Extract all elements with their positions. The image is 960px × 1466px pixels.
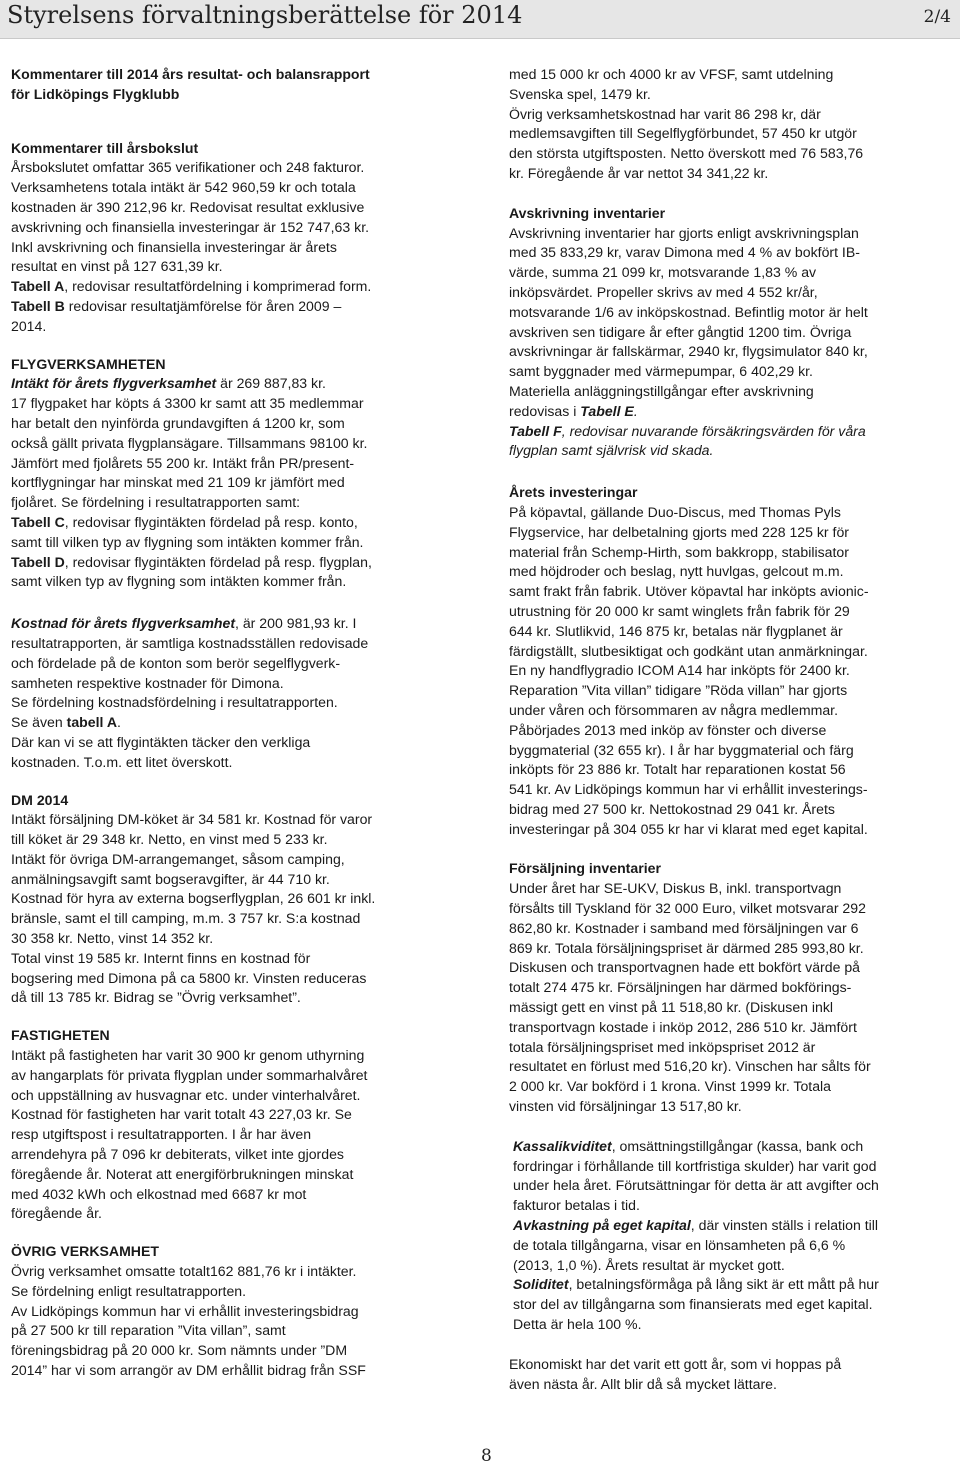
fastighet-section (11, 1026, 463, 1224)
text-line: Detta är hela 100 %. (513, 1316, 642, 1333)
text-line: kostnaden. T.o.m. ett litet överskott. (11, 753, 233, 770)
emphasis: Kassalikviditet (513, 1137, 612, 1154)
text-line: stor del av tillgångarna som finansierats med eget kapital. (513, 1296, 873, 1313)
text-line: resp utgiftspost i resultatrapporten. I år har även (11, 1126, 312, 1143)
text-line: under våren och försommaren av några medlemmar. (509, 701, 839, 718)
text-line: bidrag med 27 500 kr. Nettokostnad 29 041 kr. Årets (509, 800, 835, 817)
text-line: Avskrivning inventarier har gjorts enligt avskrivningsplan (509, 224, 859, 241)
text-line: 869 kr. Totala försäljningspriset är därmed 285 993,80 kr. (509, 939, 864, 956)
text-line: flygplan samt självrisk vid skada. (509, 442, 714, 459)
text-line: transportvagn kostade i inköp 2012, 286 510 kr. Jämfört (509, 1018, 857, 1035)
text-line: anmälningsavgift samt bogseravgifter, är 44 710 kr. (11, 870, 330, 887)
text-line: är 269 887,83 kr. (216, 375, 326, 392)
text-line: avskrivning och finansiella investeringar är 152 747,63 kr. (11, 218, 370, 235)
text-line: 2014. (11, 317, 47, 334)
text-line: föregående år. Noterat att energiförbrukningen minskat (11, 1165, 354, 1182)
ovrig-section (11, 1242, 463, 1381)
text-line: 644 kr. Slutlikvid, 146 875 kr, betalas när flygplanet är (509, 622, 843, 639)
text-line: Total vinst 19 585 kr. Internt finns en kostnad för (11, 949, 311, 966)
text-line: fakturor betalas i tid. (513, 1197, 640, 1214)
left-column (11, 65, 463, 1397)
table-ref: Tabell E (580, 402, 634, 419)
table-ref: Tabell B (11, 297, 65, 314)
text-line: avskrivningar är fallskärmar, 2940 kr, flygsimulator 840 kr, (509, 343, 868, 360)
intro-heading (11, 65, 463, 105)
text-line: de totala tillgångarna, visar en lönsamheten på 6,6 % (513, 1236, 846, 1253)
emphasis: Avkastning på eget kapital (513, 1217, 691, 1234)
text-line: bränsle, samt el till camping, m.m. 3 757 kr. S:a kostnad (11, 910, 361, 927)
text-line: , där vinsten ställs i relation till (690, 1217, 879, 1234)
text-line: med 35 833,29 kr, varav Dimona med 4 % av bokfört IB- (509, 244, 860, 261)
text-line: En ny handflygradio ICOM A14 har inköpts för 2400 kr. (509, 662, 850, 679)
text-line: av hangarplats för privata flygplan under sommarhalvåret (11, 1066, 368, 1083)
text-line: också gällt privata flygplansägare. Tillsammans 98100 kr. (11, 434, 368, 451)
table-ref: tabell A (66, 714, 118, 731)
table-ref: Tabell A (11, 278, 65, 295)
text-line: 17 flygpaket har köpts á 3300 kr samt att 35 medlemmar (11, 395, 364, 412)
text-line: Övrig verksamhet omsatte totalt162 881,76 kr i intäkter. (11, 1263, 357, 1280)
text-line: Materiella anläggningstillgångar efter avskrivning (509, 382, 814, 399)
text-line: byggmaterial (32 655 kr). I år har byggmaterial och färg (509, 741, 854, 758)
text-line: 541 kr. Av Lidköpings kommun har vi erhållit investerings- (509, 781, 868, 798)
text-line: Se fördelning kostnadsfördelning i resultatrapporten. (11, 694, 338, 711)
table-ref: Tabell F (509, 422, 562, 439)
text-line: Se fördelning enligt resultatrapporten. (11, 1282, 247, 1299)
document-title: Styrelsens förvaltningsberättelse för 2014 (7, 1, 523, 29)
text-line: , redovisar flygintäkten fördelad på resp. flygplan, (64, 553, 372, 570)
text-line: Svenska spel, 1479 kr. (509, 85, 651, 102)
text-line: Av Lidköpings kommun har vi erhållit investeringsbidrag (11, 1302, 359, 1319)
text-line: (2013, 1,0 %). Årets resultat är mycket gott. (513, 1256, 785, 1273)
text-line: under hela året. Förutsättningar för detta är att avgifter och (513, 1177, 879, 1194)
text-line: samt frakt från fabrik. Utöver köpavtal har inköpts avionic- (509, 583, 869, 600)
text-line: samheten respektive kostnader för Dimona. (11, 674, 284, 691)
emphasis: Soliditet (513, 1276, 569, 1293)
text-line: Ekonomiskt har det varit ett gott år, som vi hoppas på (509, 1355, 842, 1372)
text-line: redovisar resultatjämförelse för åren 2009 – (64, 297, 342, 314)
text-line: investeringar på 304 055 kr har vi klarat med eget kapital. (509, 820, 868, 837)
text-line: resultatrapporten, är samtliga kostnadsställen redovisade (11, 634, 369, 651)
text-line: den största utgiftsposten. Netto överskott med 76 583,76 (509, 145, 864, 162)
text-line: då till 13 785 kr. Bidrag se ”Övrig verksamhet”. (11, 989, 301, 1006)
text-line: med höjdroder och beslag, nytt huvlgas, gelcout m.m. (509, 563, 844, 580)
text-line: 2014” har vi som arrangör av DM erhållit bidrag från SSF (11, 1362, 366, 1379)
text-line: Påbörjades 2013 med inköp av fönster och diverse (509, 721, 827, 738)
nyckeltal-section (509, 1137, 949, 1335)
bokslut-section (11, 139, 463, 337)
table-ref: Tabell C (11, 513, 65, 530)
flyg-section (11, 355, 463, 593)
text-line: Övrig verksamhetskostnad har varit 86 298 kr, där (509, 105, 821, 122)
text-line: totala försäljningspriset med inköpspriset 2012 är (509, 1038, 816, 1055)
text-line: försålts till Tyskland för 32 000 Euro, vilket motsvarar 292 (509, 900, 866, 917)
text-line: kortflygningar har minskat med 21 109 kr jämfört med (11, 474, 345, 491)
text-line: mässigt gett en vinst på 11 518,80 kr. (Diskusen inkl (509, 999, 834, 1016)
text-line: arrendehyra på 7 096 kr debiterats, vilket inte gjordes (11, 1146, 344, 1163)
text-line: Verksamhetens totala intäkt är 542 960,59 kr och totala (11, 179, 356, 196)
section-heading: Avskrivning inventarier (509, 204, 666, 221)
text-line: resultatet en förlust med 516,20 kr). Vinschen har sålts för (509, 1058, 871, 1075)
section-heading: ÖVRIG VERKSAMHET (11, 1243, 159, 1260)
text-line: Jämfört med fjolårets 55 200 kr. Intäkt från PR/present- (11, 454, 355, 471)
text-line: med 4032 kWh och elkostnad med 6687 kr mot (11, 1185, 307, 1202)
avskrivning-section (509, 204, 949, 461)
summary-section (509, 1355, 949, 1395)
table-ref: Tabell D (11, 553, 65, 570)
text-line: och fördelade på de konton som berör segelflygverk- (11, 654, 341, 671)
text-line: . (633, 402, 638, 419)
text-line: till köket är 29 348 kr. Netto, en vinst med 5 233 kr. (11, 831, 328, 848)
emphasis: Intäkt för årets flygverksamhet (11, 375, 217, 392)
text-line: Där kan vi se att flygintäkten täcker den verkliga (11, 733, 311, 750)
ovrig-continued (509, 65, 949, 184)
text-line: Inkl avskrivning och finansiella investeringar är årets (11, 238, 337, 255)
section-heading: Försäljning inventarier (509, 860, 661, 877)
text-line: har betalt den nyinförda grundavgiften á 1200 kr, som (11, 414, 345, 431)
text-line: kostnaden är 390 212,96 kr. Redovisat resultat exklusive (11, 198, 365, 215)
investeringar-section (509, 483, 949, 839)
text-line: samt byggnader med värmepumpar, 6 402,29 kr. (509, 363, 813, 380)
text-line: Årsbokslutet omfattar 365 verifikationer och 248 fakturor. (11, 159, 365, 176)
text-line: Kostnad för hyra av externa bogserflygplan, 26 601 kr inkl. (11, 890, 376, 907)
text-line: samt till vilken typ av flygning som intäkten kommer från. (11, 533, 364, 550)
text-line: , redovisar nuvarande försäkringsvärden för våra (561, 422, 866, 439)
text-line: Under året har SE-UKV, Diskus B, inkl. transportvagn (509, 880, 842, 897)
page-header (0, 0, 960, 39)
text-line: Kostnad för fastigheten har varit totalt 43 227,03 kr. Se (11, 1106, 352, 1123)
text-line: inköpts för 23 886 kr. Totalt har reparationen kostat 56 (509, 761, 846, 778)
text-line: samt vilken typ av flygning som intäkten kommer från. (11, 573, 347, 590)
text-line: föregående år. (11, 1205, 102, 1222)
section-heading: DM 2014 (11, 791, 69, 808)
intro-heading-line: för Lidköpings Flygklubb (11, 85, 180, 102)
text-line: Diskusen och transportvagnen hade ett bokfört värde på (509, 959, 860, 976)
text-line: med 15 000 kr och 4000 kr av VFSF, samt utdelning (509, 66, 834, 82)
text-line: , är 200 981,93 kr. I (235, 615, 357, 632)
text-line: motsvarande 1/6 av inköpskostnad. Befintlig motor är helt (509, 303, 868, 320)
text-line: föreningsbidrag på 20 000 kr. Som nämnts under ”DM (11, 1342, 348, 1359)
text-line: , betalningsförmåga på lång sikt är ett mått på hur (568, 1276, 879, 1293)
text-line: , redovisar resultatfördelning i komprimerad form. (64, 278, 372, 295)
section-heading: Årets investeringar (509, 484, 638, 501)
text-line: även nästa år. Allt blir då så mycket lättare. (509, 1375, 777, 1392)
page-indicator: 2/4 (923, 7, 951, 27)
text-line: På köpavtal, gällande Duo-Discus, med Thomas Pyls (509, 503, 841, 520)
text-line: kr. Föregående år var nettot 34 341,22 kr. (509, 164, 769, 181)
intro-heading-line: Kommentarer till 2014 års resultat- och balansrapport (11, 66, 370, 82)
text-line: resultat en vinst på 127 631,39 kr. (11, 258, 223, 275)
section-heading: Kommentarer till årsbokslut (11, 139, 199, 156)
text-line: fjolåret. Se fördelning i resultatrapporten samt: (11, 494, 301, 511)
text-line: utrustning för 20 000 kr samt winglets från fabrik för 29 (509, 602, 850, 619)
text-line: 2 000 kr. Var bokförd i 1 krona. Vinst 1999 kr. Totala (509, 1078, 832, 1095)
text-line: värde, summa 21 099 kr, motsvarande 1,83 % av (509, 264, 817, 281)
text-line: material från Schemp-Hirth, som bakkropp, stabilisator (509, 543, 849, 560)
text-line: Intäkt för övriga DM-arrangemanget, såsom camping, (11, 850, 345, 867)
text-line: totalt 274 475 kr. Försäljningen har därmed bokförings- (509, 979, 852, 996)
text-line: , redovisar flygintäkten fördelad på resp. konto, (64, 513, 358, 530)
section-heading: FASTIGHETEN (11, 1027, 110, 1044)
text-line: bogsering med Dimona på ca 5800 kr. Vinsten reduceras (11, 969, 367, 986)
text-line: färdigställt, slutbesiktigat och godkänt utan anmärkningar. (509, 642, 868, 659)
section-heading: FLYGVERKSAMHETEN (11, 355, 166, 372)
text-line: vinsten vid försäljningar 13 517,80 kr. (509, 1098, 742, 1115)
text-line: Intäkt försäljning DM-köket är 34 581 kr. Kostnad för varor (11, 811, 373, 828)
text-line: Intäkt på fastigheten har varit 30 900 kr genom uthyrning (11, 1047, 365, 1064)
text-line: 862,80 kr. Kostnader i samband med försäljningen var 6 (509, 919, 859, 936)
text-line: på 27 500 kr till reparation ”Vita villan”, samt (11, 1322, 286, 1339)
text-line: Se även (11, 714, 67, 731)
text-line: redovisas i (509, 402, 581, 419)
right-column (509, 65, 949, 1410)
text-line: avskriven sen tidigare år efter gångtid 1200 tim. Övriga (509, 323, 852, 340)
kostnad-section (11, 614, 463, 772)
text-line: . (117, 714, 121, 731)
forsaljning-section (509, 859, 949, 1116)
text-line: Flygservice, har delbetalning gjorts med 228 125 kr för (509, 523, 849, 540)
page-number: 8 (481, 1446, 492, 1466)
text-line: medlemsavgiften till Segelflygförbundet, 57 450 kr utgör (509, 125, 857, 142)
text-line: Reparation ”Vita villan” tidigare ”Röda villan” har gjorts (509, 682, 848, 699)
text-line: fordringar i förhållande till kortfristiga skulder) har varit god (513, 1157, 877, 1174)
text-line: , omsättningstillgångar (kassa, bank och (611, 1137, 864, 1154)
emphasis: Kostnad för årets flygverksamhet (11, 615, 236, 632)
dm-section (11, 791, 463, 1009)
text-line: 30 358 kr. Netto, vinst 14 352 kr. (11, 930, 214, 947)
text-line: inköpsvärdet. Propeller skrivs av med 4 552 kr/år, (509, 283, 818, 300)
text-line: och uppställning av husvagnar etc. under vinterhalvåret. (11, 1086, 361, 1103)
